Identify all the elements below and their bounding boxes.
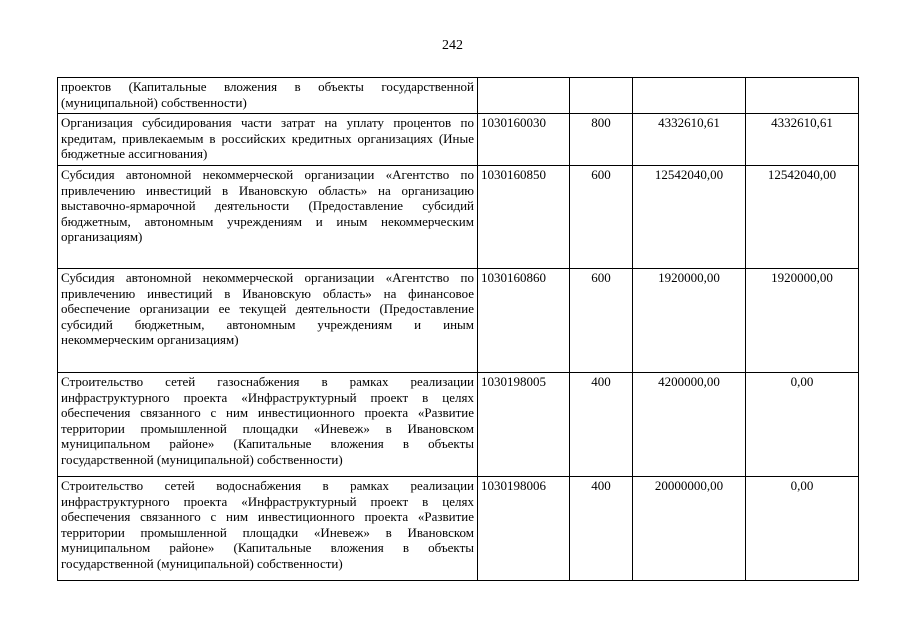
table-row bbox=[58, 477, 859, 581]
table-row bbox=[58, 269, 859, 373]
row-name-cell: проектов (Капитальные вложения в объекты государственной (муниципальной) собственности) bbox=[58, 78, 478, 114]
row-sum1-cell: 4200000,00 bbox=[633, 373, 746, 477]
table-row bbox=[58, 166, 859, 269]
row-name-cell: Строительство сетей водоснабжения в рамках реализации инфраструктурного проекта «Инфраструктурный проект в целях обеспечения связанного с ним инвестиционного проекта «Развитие территории промышленной площадки «Иневеж» в Ивановском муниципальном районе» (Капитальные вложения в объекты государственной (муниципальной) собственности) bbox=[58, 477, 478, 581]
row-sum2-cell: 1920000,00 bbox=[746, 269, 859, 373]
row-name-cell: Организация субсидирования части затрат на уплату процентов по кредитам, привлекаемым в российских кредитных организациях (Иные бюджетные ассигнования) bbox=[58, 114, 478, 166]
row-sum2-cell: 0,00 bbox=[746, 373, 859, 477]
row-name-cell: Строительство сетей газоснабжения в рамках реализации инфраструктурного проекта «Инфраструктурный проект в целях обеспечения связанного с ним инвестиционного проекта «Развитие территории промышленной площадки «Иневеж» в Ивановском муниципальном районе» (Капитальные вложения в объекты государственной (муниципальной) собственности) bbox=[58, 373, 478, 477]
row-type-cell: 800 bbox=[570, 114, 633, 166]
row-sum1-cell: 20000000,00 bbox=[633, 477, 746, 581]
row-code-cell: 1030160860 bbox=[478, 269, 570, 373]
table-row bbox=[58, 78, 859, 114]
row-sum2-cell: 12542040,00 bbox=[746, 166, 859, 269]
row-code-cell: 1030160850 bbox=[478, 166, 570, 269]
row-sum1-cell: 1920000,00 bbox=[633, 269, 746, 373]
table-row bbox=[58, 373, 859, 477]
row-name-cell: Субсидия автономной некоммерческой организации «Агентство по привлечению инвестиций в Ивановскую область» на финансовое обеспечение организации ее текущей деятельности (Предоставление субсидий бюджетным, автономным учреждениям и иным некоммерческим организациям) bbox=[58, 269, 478, 373]
row-sum1-cell bbox=[633, 78, 746, 114]
row-type-cell bbox=[570, 78, 633, 114]
row-code-cell: 1030160030 bbox=[478, 114, 570, 166]
row-name-cell: Субсидия автономной некоммерческой организации «Агентство по привлечению инвестиций в Ивановскую область» на организацию выставочно-ярмарочной деятельности (Предоставление субсидий бюджетным, автономным учреждениям и иным некоммерческим организациям) bbox=[58, 166, 478, 269]
table-row bbox=[58, 114, 859, 166]
row-type-cell: 400 bbox=[570, 477, 633, 581]
row-sum1-cell: 12542040,00 bbox=[633, 166, 746, 269]
row-sum2-cell: 4332610,61 bbox=[746, 114, 859, 166]
row-type-cell: 600 bbox=[570, 166, 633, 269]
row-type-cell: 400 bbox=[570, 373, 633, 477]
page-number: 242 bbox=[442, 38, 463, 53]
row-sum2-cell: 0,00 bbox=[746, 477, 859, 581]
budget-table bbox=[57, 77, 859, 581]
row-code-cell bbox=[478, 78, 570, 114]
row-code-cell: 1030198006 bbox=[478, 477, 570, 581]
row-code-cell: 1030198005 bbox=[478, 373, 570, 477]
row-type-cell: 600 bbox=[570, 269, 633, 373]
row-sum1-cell: 4332610,61 bbox=[633, 114, 746, 166]
row-sum2-cell bbox=[746, 78, 859, 114]
